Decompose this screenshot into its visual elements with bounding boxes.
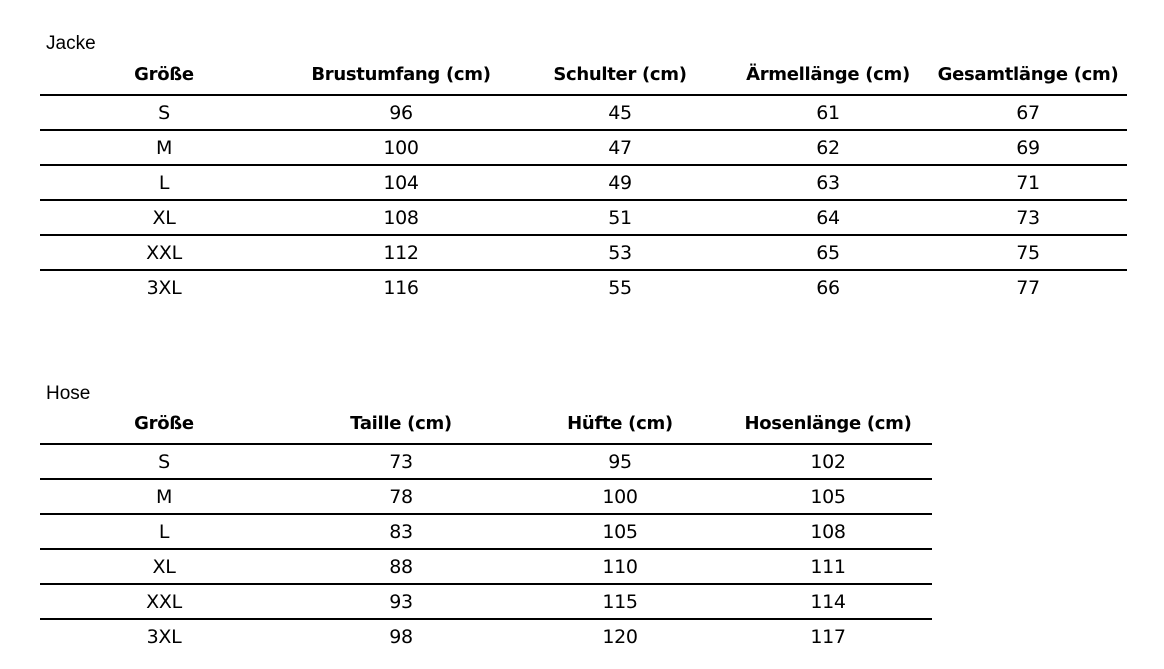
cell-chest: 104 [383,172,419,194]
cell-chest: 100 [383,137,419,159]
cell-size: L [158,521,170,543]
table-row [40,550,932,585]
cell-inseam: 108 [810,521,846,543]
cell-hip: 115 [602,591,638,613]
table-header-row [40,409,932,445]
table-header-row [40,60,1127,96]
cell-shoulder: 49 [608,172,632,194]
table-row [40,515,932,550]
header-shoulder: Schulter (cm) [553,64,687,85]
cell-hip: 120 [602,626,638,648]
pants-size-table [40,409,932,655]
cell-size: 3XL [146,626,182,648]
cell-total-length: 67 [1016,102,1040,124]
cell-total-length: 75 [1016,242,1040,264]
cell-sleeve: 61 [816,102,840,124]
cell-size: XXL [146,591,182,613]
cell-inseam: 105 [810,486,846,508]
pants-title: Hose [46,383,91,404]
cell-sleeve: 65 [816,242,840,264]
cell-size: XL [152,207,176,229]
cell-hip: 95 [608,451,632,473]
cell-waist: 73 [389,451,413,473]
cell-hip: 100 [602,486,638,508]
cell-hip: 105 [602,521,638,543]
header-size: Größe [134,413,194,434]
header-waist: Taille (cm) [350,413,452,434]
cell-total-length: 69 [1016,137,1040,159]
table-row [40,480,932,515]
cell-waist: 98 [389,626,413,648]
header-sleeve: Ärmellänge (cm) [746,64,910,85]
header-inseam: Hosenlänge (cm) [744,413,912,434]
header-size: Größe [134,64,194,85]
header-hip: Hüfte (cm) [567,413,673,434]
cell-chest: 112 [383,242,419,264]
table-row [40,131,1127,166]
cell-inseam: 111 [810,556,846,578]
jacket-title: Jacke [46,33,96,54]
cell-size: M [155,137,173,159]
cell-size: M [155,486,173,508]
header-chest: Brustumfang (cm) [311,64,491,85]
cell-chest: 108 [383,207,419,229]
table-row [40,620,932,655]
cell-sleeve: 62 [816,137,840,159]
cell-waist: 78 [389,486,413,508]
cell-sleeve: 63 [816,172,840,194]
cell-size: S [158,102,170,124]
cell-hip: 110 [602,556,638,578]
cell-shoulder: 45 [608,102,632,124]
jacket-size-table [40,60,1127,306]
cell-size: 3XL [146,277,182,299]
cell-total-length: 77 [1016,277,1040,299]
table-row [40,201,1127,236]
cell-chest: 96 [389,102,413,124]
cell-shoulder: 51 [608,207,632,229]
table-row [40,445,932,480]
cell-waist: 88 [389,556,413,578]
cell-waist: 93 [389,591,413,613]
table-row [40,166,1127,201]
cell-total-length: 73 [1016,207,1040,229]
cell-shoulder: 47 [608,137,632,159]
table-row [40,96,1127,131]
cell-size: XL [152,556,176,578]
cell-sleeve: 64 [816,207,840,229]
cell-size: XXL [146,242,182,264]
header-total-length: Gesamtlänge (cm) [937,64,1119,85]
cell-shoulder: 55 [608,277,632,299]
cell-sleeve: 66 [816,277,840,299]
cell-shoulder: 53 [608,242,632,264]
cell-chest: 116 [383,277,419,299]
cell-inseam: 117 [810,626,846,648]
table-row [40,271,1127,306]
cell-size: S [158,451,170,473]
cell-inseam: 114 [810,591,846,613]
cell-inseam: 102 [810,451,846,473]
table-row [40,585,932,620]
cell-total-length: 71 [1016,172,1040,194]
cell-size: L [158,172,170,194]
table-row [40,236,1127,271]
cell-waist: 83 [389,521,413,543]
